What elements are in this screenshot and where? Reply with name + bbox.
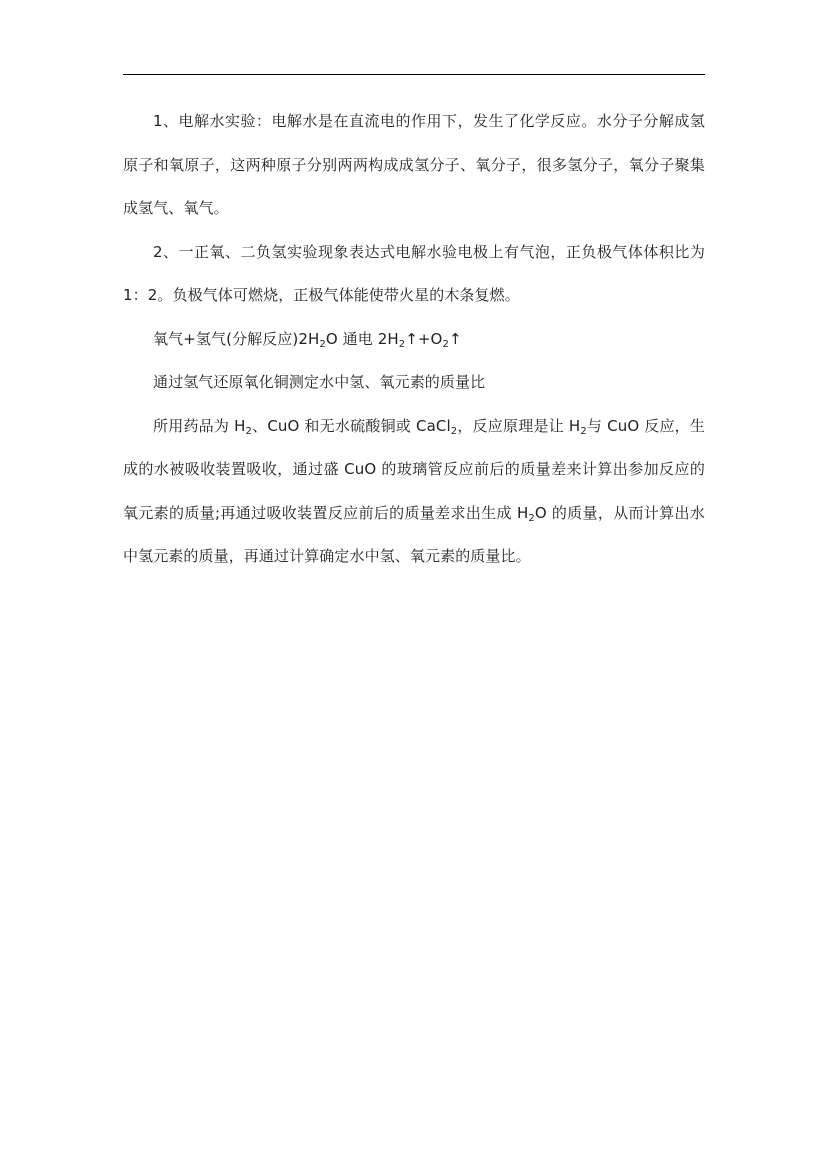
header-rule (123, 74, 705, 75)
paragraph-hydrogen-reduction-method (123, 405, 705, 579)
text-run: ↑ (448, 329, 462, 348)
subscript: 2 (442, 338, 449, 350)
subscript: 2 (580, 425, 587, 437)
paragraph-electrolysis-phenomenon (123, 231, 705, 318)
text-run: ，反应原理是让 H (457, 416, 581, 435)
text-run: 所用药品为 H (153, 416, 246, 435)
text-run: O 的质量，从而计算出水中氢元素的质量，再通过计算确定水中氢、氧元素的质量比。 (123, 503, 705, 565)
subscript: 2 (450, 425, 458, 437)
paragraph-reaction-equation (123, 318, 705, 362)
text-run: 2、一正氧、二负氢实验现象表达式电解水验电极上有气泡，正负极气体体积比为 1：2。负极气体可燃烧，正极气体能使带火星的木条复燃。 (123, 242, 705, 304)
text-run: 通过氢气还原氧化铜测定水中氢、氧元素的质量比 (153, 373, 486, 391)
text-run: 1、电解水实验：电解水是在直流电的作用下，发生了化学反应。水分子分解成氢原子和氧原子，这两种原子分别两两构成成氢分子、氧分子，很多氢分子，氧分子聚集成氢气、氧气。 (123, 112, 705, 217)
paragraph-section-heading (123, 361, 705, 405)
subscript: 2 (245, 425, 252, 437)
paragraph-electrolysis-experiment (123, 100, 705, 231)
subscript: 2 (319, 338, 326, 350)
text-run: ↑+O (405, 329, 443, 348)
text-run: 氧气+氢气(分解反应)2H (153, 329, 320, 348)
text-run: 与 CuO 反应，生成的水被吸收装置吸收，通过盛 CuO 的玻璃管反应前后的质量差来计算出参加反应的氧元素的质量;再通过吸收装置反应前后的质量差求出生成 H (123, 416, 705, 522)
subscript: 2 (528, 512, 535, 524)
document-body (123, 100, 705, 579)
text-run: O 通电 2H (325, 329, 399, 348)
text-run: 、CuO 和无水硫酸铜或 CaCl (251, 416, 451, 435)
subscript: 2 (398, 338, 406, 350)
